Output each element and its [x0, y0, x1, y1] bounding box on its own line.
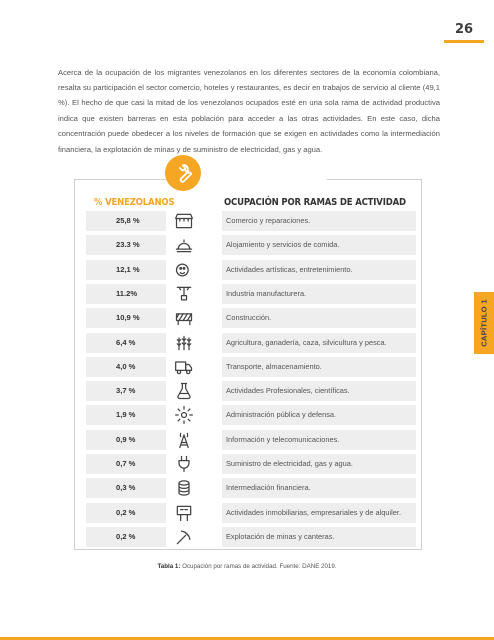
- table-row: [86, 284, 416, 304]
- row-sector: Intermediación financiera.: [222, 478, 416, 498]
- table-row: [86, 211, 416, 231]
- row-sector: Alojamiento y servicios de comida.: [222, 235, 416, 255]
- table-row: [86, 333, 416, 353]
- real-estate-sign-icon: [172, 501, 196, 525]
- pickaxe-icon: [172, 525, 196, 549]
- table-row: [86, 478, 416, 498]
- table-row: [86, 381, 416, 401]
- table-row: [86, 357, 416, 377]
- row-percentage: 0,9 %: [86, 430, 166, 450]
- row-percentage: 25,8 %: [86, 211, 166, 231]
- table-row: [86, 308, 416, 328]
- plug-icon: [172, 452, 196, 476]
- row-sector: Transporte, almacenamiento.: [222, 357, 416, 377]
- truck-icon: [172, 355, 196, 379]
- table-row: [86, 430, 416, 450]
- row-sector: Comercio y reparaciones.: [222, 211, 416, 231]
- row-sector: Explotación de minas y canteras.: [222, 527, 416, 547]
- crops-icon: [172, 331, 196, 355]
- gear-icon: [172, 403, 196, 427]
- table-row: [86, 454, 416, 474]
- antenna-tower-icon: [172, 428, 196, 452]
- chapter-tab: [474, 292, 494, 354]
- table-caption: [0, 563, 494, 570]
- row-sector: Industria manufacturera.: [222, 284, 416, 304]
- row-sector: Suministro de electricidad, gas y agua.: [222, 454, 416, 474]
- row-percentage: 3,7 %: [86, 381, 166, 401]
- coins-icon: [172, 476, 196, 500]
- shop-icon: [172, 209, 196, 233]
- row-sector: Construcción.: [222, 308, 416, 328]
- row-percentage: 10,9 %: [86, 308, 166, 328]
- row-percentage: 4,0 %: [86, 357, 166, 377]
- food-service-icon: [172, 233, 196, 257]
- caption-label: Tabla 1:: [157, 563, 181, 570]
- intro-paragraph: Acerca de la ocupación de los migrantes venezolanos en los diferentes sectores de la economía colombiana, resalta su participación el sector comercio, hoteles y restaurantes, es decir en trabajos de servicio al cliente (49,1 %). El hecho de que casi la mitad de los venezolanos ocupados esté en una sola rama de actividad productiva indica que existen barreras en esta población para acceder a las otras actividades. En este caso, dicha concentración puede obedecer a los niveles de formación que se exigen en actividades como la intermediación financiera, la explotación de minas y de suministro de electricidad, gas y agua.: [58, 67, 440, 154]
- caption-text: Ocupación por ramas de actividad. Fuente: DANE 2019.: [182, 563, 337, 570]
- table-row: [86, 235, 416, 255]
- theater-masks-icon: [172, 258, 196, 282]
- table-row: [86, 405, 416, 425]
- row-sector: Actividades Profesionales, científicas.: [222, 381, 416, 401]
- row-percentage: 6,4 %: [86, 333, 166, 353]
- row-percentage: 0,2 %: [86, 503, 166, 523]
- row-sector: Actividades inmobiliarias, empresariales y de alquiler.: [222, 503, 416, 523]
- row-percentage: 1,9 %: [86, 405, 166, 425]
- column-header-percentage: % VENEZOLANOS: [94, 197, 175, 208]
- table-row: [86, 503, 416, 523]
- row-sector: Agricultura, ganadería, caza, silvicultura y pesca.: [222, 333, 416, 353]
- chapter-tab-label: CAPÍTULO 1: [479, 299, 489, 347]
- table-row: [86, 527, 416, 547]
- page-number-underline: [444, 40, 484, 43]
- column-header-sector: OCUPACIÓN POR RAMAS DE ACTIVIDAD: [224, 197, 406, 208]
- row-percentage: 0,3 %: [86, 478, 166, 498]
- table-row: [86, 260, 416, 280]
- flask-icon: [172, 379, 196, 403]
- row-sector: Administración pública y defensa.: [222, 405, 416, 425]
- row-percentage: 23.3 %: [86, 235, 166, 255]
- wrench-icon: [165, 155, 201, 191]
- page-number: 26: [454, 22, 474, 37]
- row-sector: Información y telecomunicaciones.: [222, 430, 416, 450]
- industrial-crane-icon: [172, 282, 196, 306]
- row-percentage: 12,1 %: [86, 260, 166, 280]
- construction-barrier-icon: [172, 306, 196, 330]
- row-sector: Actividades artísticas, entretenimiento.: [222, 260, 416, 280]
- row-percentage: 0,7 %: [86, 454, 166, 474]
- row-percentage: 11.2%: [86, 284, 166, 304]
- row-percentage: 0,2 %: [86, 527, 166, 547]
